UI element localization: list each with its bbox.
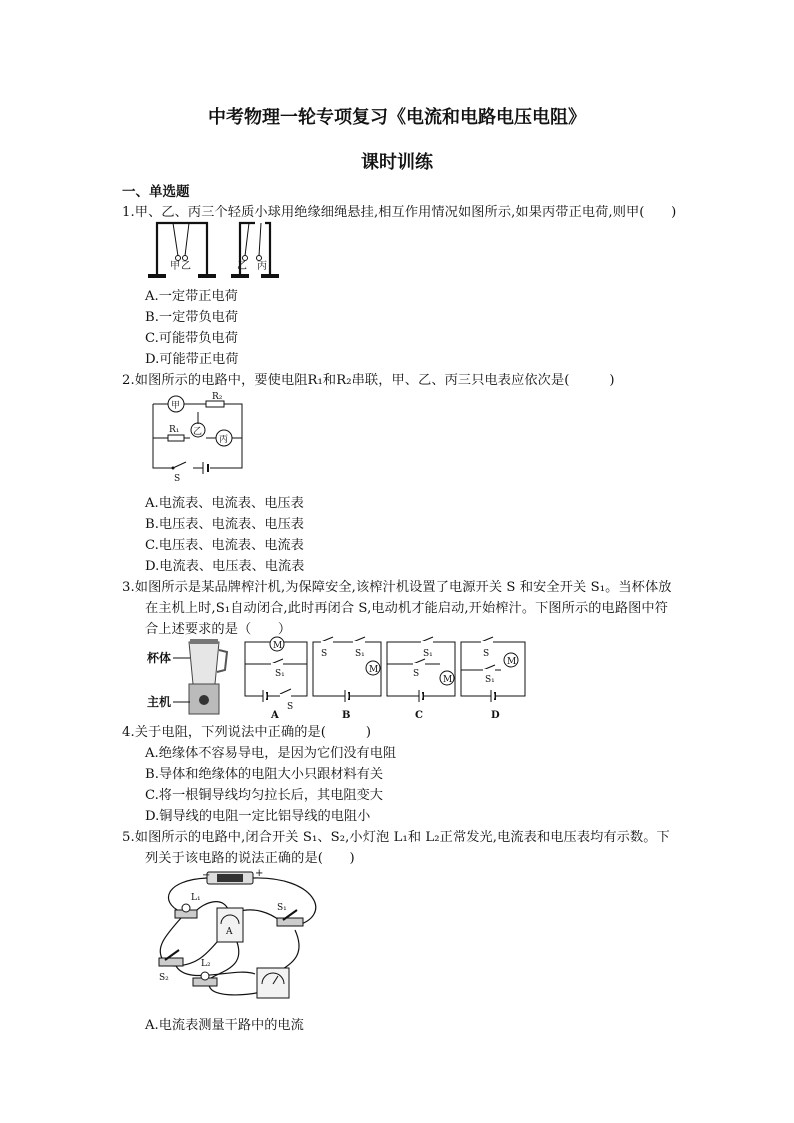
q3-d-s: S xyxy=(483,649,490,659)
q5-ammeter-label: A xyxy=(226,927,233,937)
q3-b-s1: S₁ xyxy=(355,649,365,659)
q2-option-d: D.电流表、电压表、电流表 xyxy=(145,559,305,574)
question-1-stem: 1.甲、乙、丙三个轻质小球用绝缘细绳悬挂,相互作用情况如图所示,如果丙带正电荷,则甲( ) xyxy=(122,205,677,220)
page-title: 中考物理一轮专项复习《电流和电路电压电阻》 xyxy=(208,107,586,128)
q1-hanging-balls-figure xyxy=(145,218,285,284)
q5-l2-label: L₂ xyxy=(201,959,211,969)
q5-option-a: A.电流表测量干路中的电流 xyxy=(145,1018,304,1033)
q2-option-c: C.电压表、电流表、电流表 xyxy=(145,538,304,553)
q2-option-b: B.电压表、电流表、电压表 xyxy=(145,517,304,532)
q3-a-motor: M xyxy=(273,641,283,651)
page-subtitle: 课时训练 xyxy=(361,152,433,173)
q1-label-yi: 乙 xyxy=(181,261,191,272)
q5-physical-circuit-figure xyxy=(145,866,325,1006)
q2-switch-label: S xyxy=(174,474,181,484)
q3-juicer-circuits-figure xyxy=(145,636,535,720)
q3-d-motor: M xyxy=(507,657,517,667)
q5-minus-sign: − xyxy=(202,870,211,881)
q1-option-a: A.一定带正电荷 xyxy=(145,289,238,304)
q3-b-motor: M xyxy=(369,665,379,675)
q2-meter-bing-label: 丙 xyxy=(219,435,229,445)
q5-l1-label: L₁ xyxy=(191,893,201,903)
question-5-stem-line1: 5.如图所示的电路中,闭合开关 S₁、S₂,小灯泡 L₁和 L₂正常发光,电流表和电压表均有示数。下 xyxy=(122,830,670,845)
q2-r2-label: R₂ xyxy=(212,392,223,402)
q4-option-a: A.绝缘体不容易导电，是因为它们没有电阻 xyxy=(145,746,397,761)
q1-option-c: C.可能带负电荷 xyxy=(145,331,238,346)
q3-base-label: 主机 xyxy=(147,695,172,709)
q4-option-c: C.将一根铜导线均匀拉长后，其电阻变大 xyxy=(145,788,383,803)
question-3-stem-line2: 在主机上时,S₁自动闭合,此时再闭合 S,电动机才能启动,开始榨汁。下图所示的电路图中符 xyxy=(145,601,668,616)
q2-option-a: A.电流表、电流表、电压表 xyxy=(145,496,304,511)
q3-a-s: S xyxy=(287,702,294,712)
question-3-stem-line3: 合上述要求的是（ ） xyxy=(145,622,292,637)
question-3-stem-line1: 3.如图所示是某品牌榨汁机,为保障安全,该榨汁机设置了电源开关 S 和安全开关 S₁。当杯体放 xyxy=(122,580,672,595)
q3-label-d: D xyxy=(491,710,500,721)
q2-meter-jia-label: 甲 xyxy=(171,401,181,411)
q5-s2-label: S₂ xyxy=(159,973,169,983)
q5-s1-label: S₁ xyxy=(277,903,287,913)
q3-c-motor: M xyxy=(443,675,453,685)
q3-a-s1: S₁ xyxy=(275,669,285,679)
q3-b-s: S xyxy=(321,649,328,659)
q3-label-a: A xyxy=(271,710,279,721)
q4-option-b: B.导体和绝缘体的电阻大小只跟材料有关 xyxy=(145,767,384,782)
q1-option-d: D.可能带正电荷 xyxy=(145,352,239,367)
section-heading: 一、单选题 xyxy=(122,184,190,200)
question-5-stem-line2: 列关于该电路的说法正确的是( ) xyxy=(145,851,355,866)
q2-circuit-figure xyxy=(148,392,248,484)
q4-option-d: D.铜导线的电阻一定比铝导线的电阻小 xyxy=(145,809,371,824)
q3-d-s1: S₁ xyxy=(485,675,495,685)
question-4-stem: 4.关于电阻，下列说法中正确的是( ) xyxy=(122,725,372,740)
q1-option-b: B.一定带负电荷 xyxy=(145,310,239,325)
q3-c-s: S xyxy=(413,669,420,679)
q1-label-jia: 甲 xyxy=(170,261,180,272)
question-2-stem: 2.如图所示的电路中，要使电阻R₁和R₂串联，甲、乙、丙三只电表应依次是( ) xyxy=(122,373,615,388)
q3-label-c: C xyxy=(415,710,423,721)
q5-plus-sign: + xyxy=(255,868,264,879)
q3-cup-label: 杯体 xyxy=(147,651,172,665)
q2-r1-label: R₁ xyxy=(169,425,180,435)
q3-c-s1: S₁ xyxy=(423,649,433,659)
q3-label-b: B xyxy=(342,710,351,721)
q1-label-bing: 丙 xyxy=(257,261,267,272)
q1-label-yi-2: 乙 xyxy=(237,261,247,272)
q2-meter-yi-label: 乙 xyxy=(193,427,203,437)
